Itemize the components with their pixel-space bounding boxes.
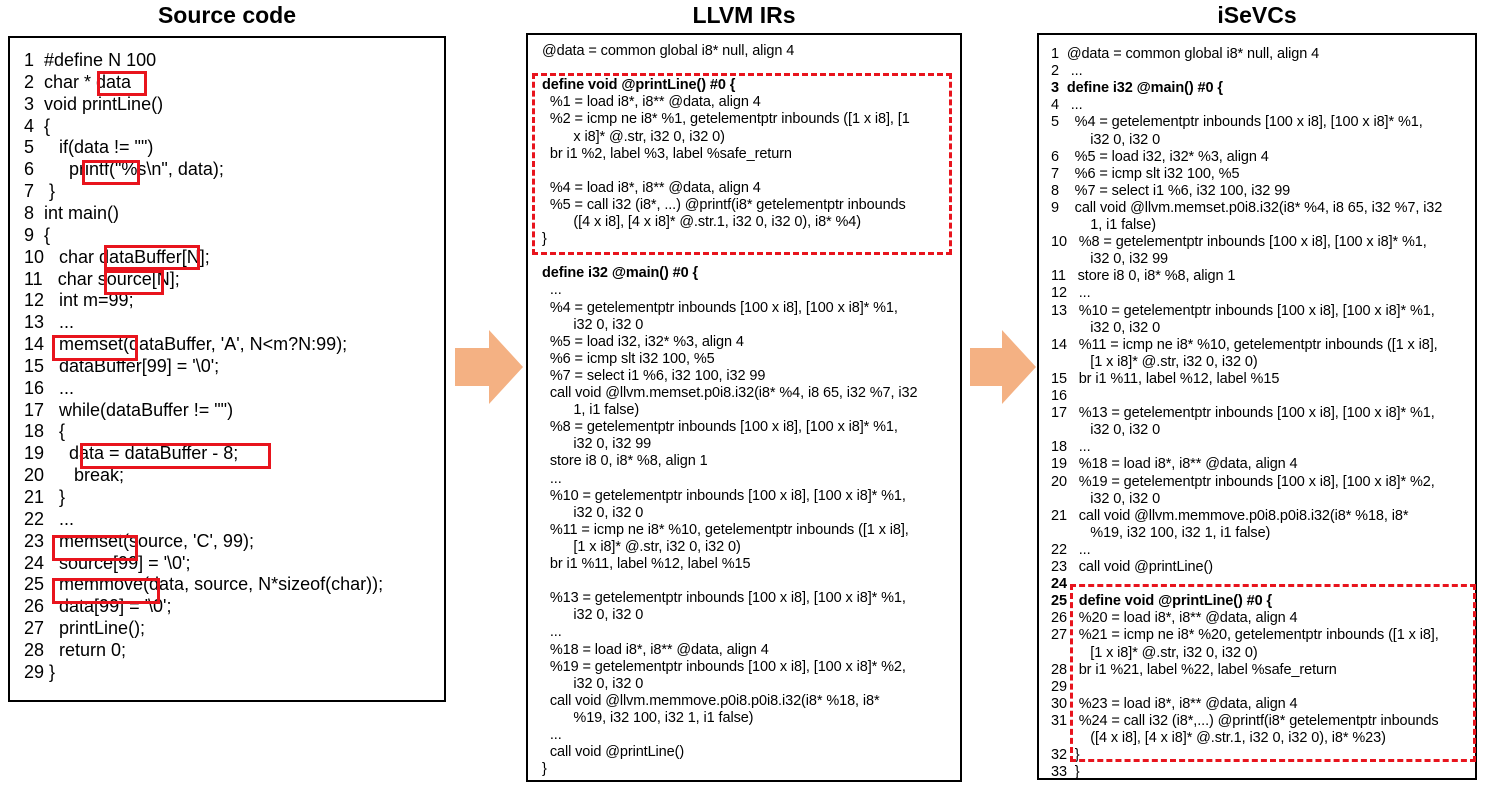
isevcs-title: iSeVCs (1217, 2, 1297, 28)
source-code-line: 16 ... (24, 377, 75, 398)
source-code-line: 5 if(data != "") (24, 137, 154, 158)
isevc-line: 29 (1051, 678, 1067, 695)
isevc-line: %19, i32 100, i32 1, i1 false) (1051, 524, 1271, 541)
isevc-line: 32 } (1051, 747, 1080, 764)
right-arrow-icon (455, 330, 523, 404)
source-code-line: 12 int m=99; (24, 290, 134, 311)
isevc-line: 14 %11 = icmp ne i8* %10, getelementptr inbounds ([1 x i8], (1051, 336, 1438, 353)
isevc-line: 9 call void @llvm.memset.p0i8.i32(i8* %4, i8 65, i32 %7, i32 (1051, 199, 1443, 216)
isevc-line: i32 0, i32 0 (1051, 422, 1161, 439)
isevc-line: 15 br i1 %11, label %12, label %15 (1051, 370, 1280, 387)
isevc-line: 6 %5 = load i32, i32* %3, align 4 (1051, 148, 1269, 165)
llvm-printline-dashed-box (532, 73, 952, 255)
source-code-line: 26 data[99] = '\0'; (24, 596, 172, 617)
isevc-line: 31 %24 = call i32 (i8*,...) @printf(i8* getelementptr inbounds (1051, 712, 1439, 729)
llvm-ir-line: %5 = call i32 (i8*, ...) @printf(i8* getelementptr inbounds (542, 196, 906, 213)
source-code-line: 11 char source[N]; (24, 268, 180, 289)
isevc-line: 5 %4 = getelementptr inbounds [100 x i8], [100 x i8]* %1, (1051, 114, 1423, 131)
llvm-ir-line: %19, i32 100, i32 1, i1 false) (542, 709, 754, 726)
llvm-ir-line: store i8 0, i8* %8, align 1 (542, 453, 708, 470)
isevc-line: 25 define void @printLine() #0 { (1051, 593, 1273, 610)
llvm-ir-line: %2 = icmp ne i8* %1, getelementptr inbounds ([1 x i8], [1 (542, 111, 910, 128)
highlight-memset-2 (52, 535, 138, 561)
highlight-databuffer (104, 245, 200, 270)
llvm-ir-line: br i1 %2, label %3, label %safe_return (542, 145, 792, 162)
llvm-ir-line: %11 = icmp ne i8* %10, getelementptr inbounds ([1 x i8], (542, 521, 909, 538)
llvm-ir-line: call void @llvm.memmove.p0i8.p0i8.i32(i8* %18, i8* (542, 692, 880, 709)
isevc-line: 23 call void @printLine() (1051, 559, 1213, 575)
source-code-line: 29 } (24, 661, 56, 682)
isevc-line: 28 br i1 %21, label %22, label %safe_return (1051, 661, 1337, 678)
isevc-line: 18 ... (1051, 439, 1091, 456)
source-code-line: 18 { (24, 421, 66, 442)
llvm-ir-line: %5 = load i32, i32* %3, align 4 (542, 333, 744, 350)
isevc-line: 8 %7 = select i1 %6, i32 100, i32 99 (1051, 182, 1291, 199)
llvm-ir-line: } (542, 761, 547, 778)
arrow-shape-2 (970, 330, 1036, 404)
isevc-line: 13 %10 = getelementptr inbounds [100 x i8], [100 x i8]* %1, (1051, 302, 1435, 319)
llvm-ir-line: x i8]* @.str, i32 0, i32 0) (542, 128, 725, 145)
isevc-line: i32 0, i32 99 (1051, 251, 1168, 268)
isevc-line: 26 %20 = load i8*, i8** @data, align 4 (1051, 610, 1298, 627)
isevc-line: 12 ... (1051, 285, 1091, 302)
llvm-ir-line: i32 0, i32 99 (542, 436, 652, 453)
isevc-line: 22 ... (1051, 541, 1091, 558)
source-code-line: 17 while(dataBuffer != "") (24, 399, 234, 420)
source-code-line: 14 memset(dataBuffer, 'A', N<m?N:99); (24, 334, 348, 355)
isevc-line: 20 %19 = getelementptr inbounds [100 x i8], [100 x i8]* %2, (1051, 473, 1435, 490)
llvm-ir-line: 1, i1 false) (542, 402, 640, 419)
right-arrow-icon-2 (970, 330, 1036, 404)
isevc-line: 3 define i32 @main() #0 { (1051, 80, 1223, 97)
isevc-line: [1 x i8]* @.str, i32 0, i32 0) (1051, 644, 1258, 661)
llvm-ir-line: ([4 x i8], [4 x i8]* @.str.1, i32 0, i32 0), i8* %4) (542, 214, 861, 230)
llvm-ir-line: i32 0, i32 0 (542, 607, 644, 624)
highlight-data-var (97, 71, 147, 96)
source-code-line: 1 #define N 100 (24, 50, 157, 70)
isevc-line: 7 %6 = icmp slt i32 100, %5 (1051, 165, 1240, 182)
llvm-ir-line: define i32 @main() #0 { (542, 265, 699, 282)
llvm-ir-line: call void @llvm.memset.p0i8.i32(i8* %4, i8 65, i32 %7, i32 (542, 385, 918, 401)
isevc-line: 21 call void @llvm.memmove.p0i8.p0i8.i32(i8* %18, i8* (1051, 507, 1409, 524)
llvm-irs-title: LLVM IRs (692, 2, 796, 28)
arrow-shape (455, 330, 523, 404)
isevc-line: [1 x i8]* @.str, i32 0, i32 0) (1051, 353, 1258, 370)
llvm-ir-line: br i1 %11, label %12, label %15 (542, 556, 751, 572)
llvm-ir-line: i32 0, i32 0 (542, 675, 644, 692)
isevc-line: i32 0, i32 0 (1051, 319, 1161, 336)
llvm-ir-line: %10 = getelementptr inbounds [100 x i8], [100 x i8]* %1, (542, 487, 906, 504)
llvm-ir-line: %6 = icmp slt i32 100, %5 (542, 350, 715, 367)
llvm-ir-line: %19 = getelementptr inbounds [100 x i8], [100 x i8]* %2, (542, 658, 906, 675)
llvm-ir-line: [1 x i8]* @.str, i32 0, i32 0) (542, 538, 741, 555)
llvm-ir-line: call void @printLine() (542, 744, 685, 761)
llvm-ir-line: %4 = getelementptr inbounds [100 x i8], [100 x i8]* %1, (542, 299, 898, 316)
source-code-line: 19 data = dataBuffer - 8; (24, 443, 239, 464)
llvm-ir-line: i32 0, i32 0 (542, 504, 644, 521)
llvm-ir-line: ... (542, 624, 562, 641)
isevc-line: 16 (1051, 388, 1067, 404)
source-code-line: 2 char * data (24, 71, 132, 92)
llvm-ir-line: %13 = getelementptr inbounds [100 x i8], [100 x i8]* %1, (542, 590, 906, 607)
llvm-ir-line: %7 = select i1 %6, i32 100, i32 99 (542, 367, 766, 384)
isevc-line: ([4 x i8], [4 x i8]* @.str.1, i32 0, i32 0), i8* %23) (1051, 730, 1386, 746)
source-code-line: 6 printf("%s\n", data); (24, 159, 224, 180)
isevc-line: i32 0, i32 0 (1051, 131, 1161, 148)
isevc-line: 33 } (1051, 764, 1080, 781)
source-code-line: 28 return 0; (24, 639, 127, 660)
source-code-title: Source code (157, 2, 297, 28)
source-code-line: 8 int main() (24, 202, 120, 223)
source-code-line: 22 ... (24, 508, 75, 529)
isevc-printline-dashed-box (1070, 584, 1476, 762)
source-code-line: 21 } (24, 487, 66, 507)
isevc-line: 1 @data = common global i8* null, align 4 (1051, 46, 1320, 62)
source-code-line: 23 memset(source, 'C', 99); (24, 530, 254, 551)
isevc-line: 10 %8 = getelementptr inbounds [100 x i8], [100 x i8]* %1, (1051, 234, 1427, 251)
isevc-line: 4 ... (1051, 97, 1083, 114)
highlight-data-assign (80, 443, 271, 469)
llvm-ir-line: %8 = getelementptr inbounds [100 x i8], [100 x i8]* %1, (542, 419, 898, 436)
highlight-printf (82, 160, 140, 185)
isevc-line: 30 %23 = load i8*, i8** @data, align 4 (1051, 695, 1298, 712)
llvm-ir-line: ... (542, 727, 562, 743)
llvm-ir-line: %4 = load i8*, i8** @data, align 4 (542, 179, 761, 196)
isevc-line: 1, i1 false) (1051, 217, 1156, 233)
source-code-line: 24 source[99] = '\0'; (24, 552, 191, 573)
llvm-ir-line: %18 = load i8*, i8** @data, align 4 (542, 641, 769, 658)
llvm-ir-line: @data = common global i8* null, align 4 (542, 43, 795, 59)
source-code-line: 3 void printLine() (24, 93, 164, 114)
highlight-source (104, 270, 164, 295)
isevc-line: 19 %18 = load i8*, i8** @data, align 4 (1051, 456, 1298, 473)
source-code-line: 9 { (24, 224, 51, 245)
source-code-line: 20 break; (24, 465, 125, 486)
highlight-memmove (52, 578, 160, 604)
source-code-line: 4 { (24, 115, 51, 136)
isevc-line: 17 %13 = getelementptr inbounds [100 x i8], [100 x i8]* %1, (1051, 405, 1435, 422)
isevc-line: 24 (1051, 576, 1067, 593)
highlight-memset-1 (52, 335, 138, 361)
isevc-line: 11 store i8 0, i8* %8, align 1 (1051, 268, 1236, 285)
llvm-ir-line: } (542, 231, 547, 248)
isevc-line: i32 0, i32 0 (1051, 490, 1161, 507)
source-code-line: 25 memmove(data, source, N*sizeof(char)); (24, 574, 384, 595)
llvm-ir-line: ... (542, 282, 562, 299)
llvm-ir-line: i32 0, i32 0 (542, 316, 644, 333)
llvm-ir-line: %1 = load i8*, i8** @data, align 4 (542, 94, 761, 111)
isevc-line: 2 ... (1051, 63, 1083, 80)
isevc-line: 27 %21 = icmp ne i8* %20, getelementptr inbounds ([1 x i8], (1051, 627, 1439, 644)
source-code-line: 10 char dataBuffer[N]; (24, 246, 210, 267)
llvm-ir-line: define void @printLine() #0 { (542, 77, 736, 94)
source-code-line: 15 dataBuffer[99] = '\0'; (24, 355, 220, 376)
source-code-line: 27 printLine(); (24, 618, 146, 639)
llvm-ir-line: ... (542, 470, 562, 487)
source-code-line: 13 ... (24, 312, 75, 333)
source-code-line: 7 } (24, 181, 56, 202)
